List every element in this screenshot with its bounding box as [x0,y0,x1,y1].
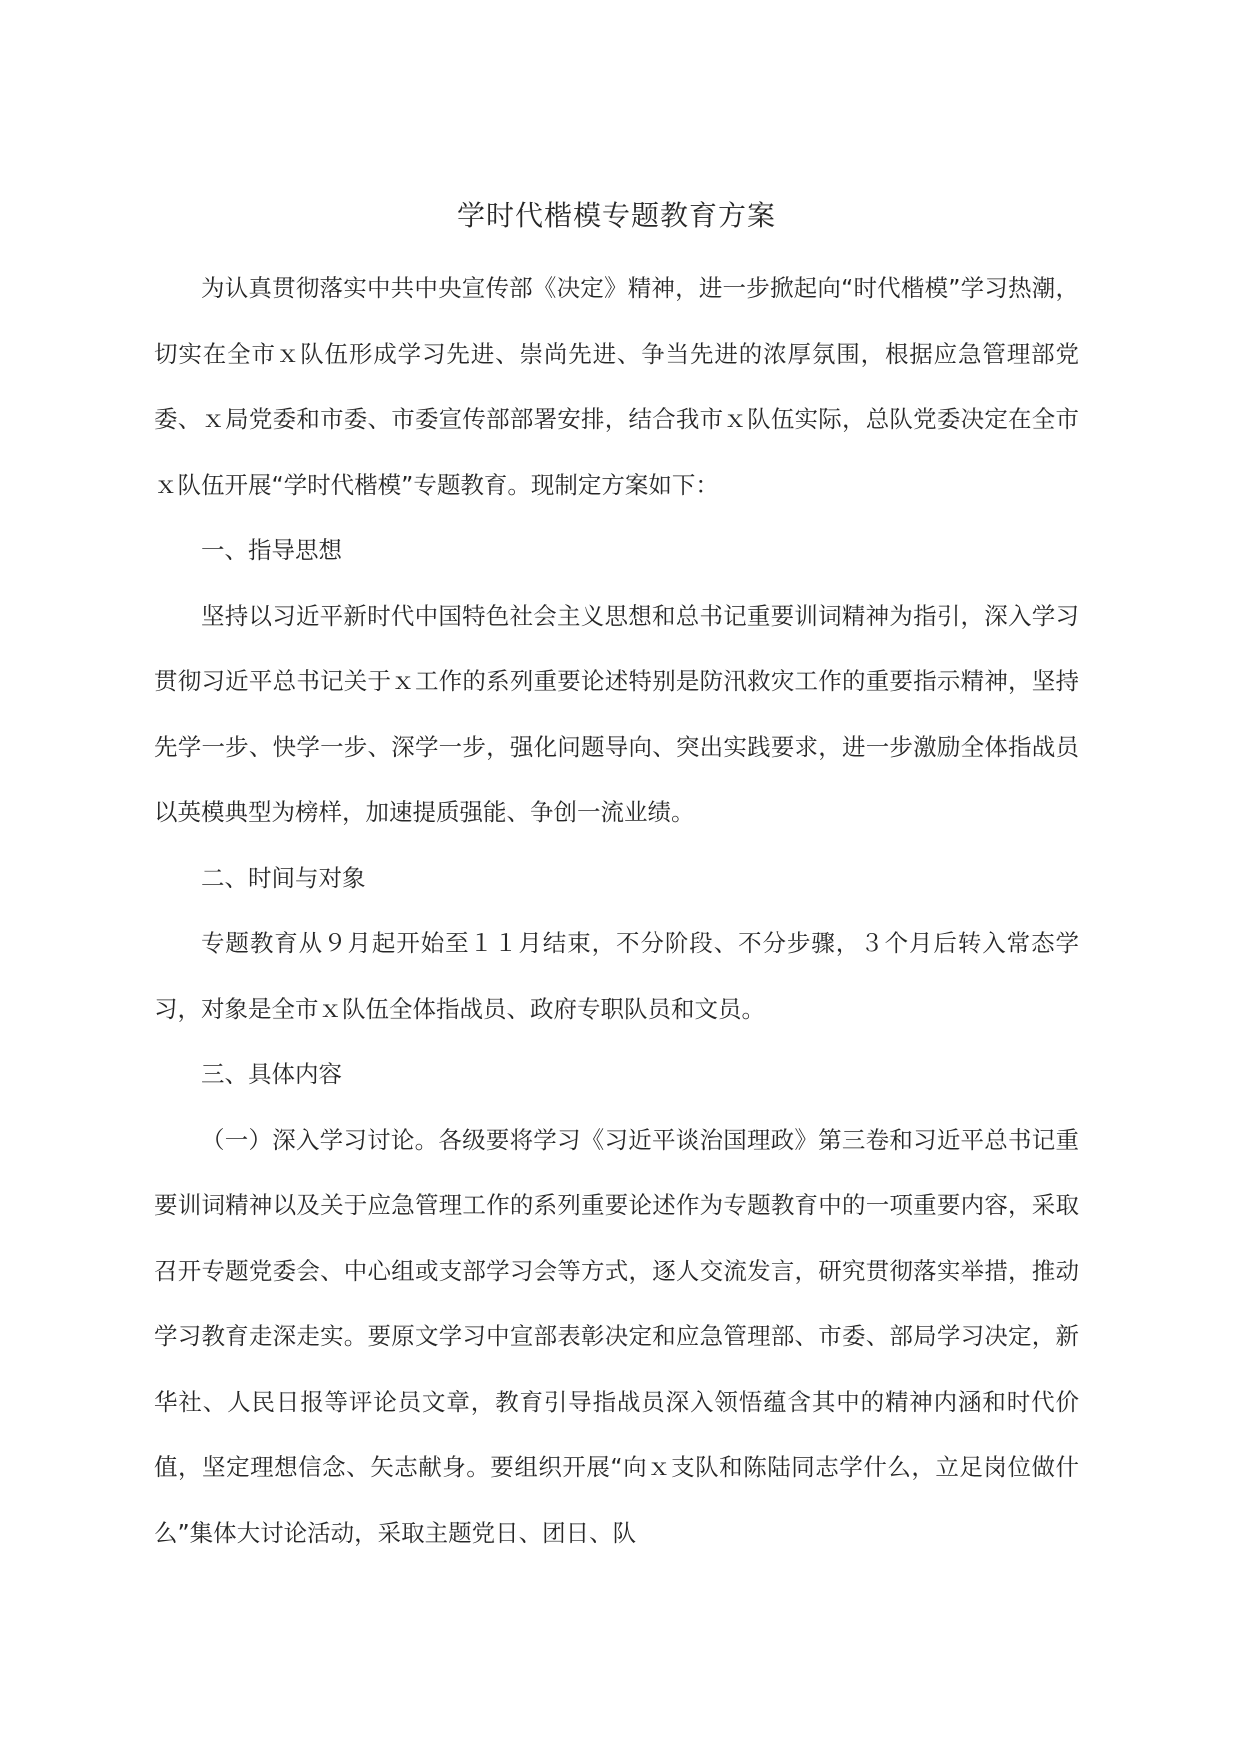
document-body [154,192,1079,1566]
guiding-ideology-paragraph: 坚持以习近平新时代中国特色社会主义思想和总书记重要训词精神为指引，深入学习贯彻习近平总书记关于ｘ工作的系列重要论述特别是防汛救灾工作的重要指示精神，坚持先学一步、快学一步、深学一步，强化问题导向、突出实践要求，进一步激励全体指战员以英模典型为榜样，加速提质强能、争创一流业绩。 [154,601,1079,826]
section-heading-specific-content: 三、具体内容 [201,1060,342,1088]
intro-paragraph: 为认真贯彻落实中共中央宣传部《决定》精神，进一步掀起向“时代楷模”学习热潮，切实在全市ｘ队伍形成学习先进、崇尚先进、争当先进的浓厚氛围，根据应急管理部党委、ｘ局党委和市委、市委宣传部部署安排，结合我市ｘ队伍实际，总队党委决定在全市ｘ队伍开展“学时代楷模”专题教育。现制定方案如下： [154,274,1079,499]
time-and-target-paragraph: 专题教育从９月起开始至１１月结束，不分阶段、不分步骤，３个月后转入常态学习，对象是全市ｘ队伍全体指战员、政府专职队员和文员。 [154,929,1079,1023]
specific-content-paragraph: （一）深入学习讨论。各级要将学习《习近平谈治国理政》第三卷和习近平总书记重要训词精神以及关于应急管理工作的系列重要论述作为专题教育中的一项重要内容，采取召开专题党委会、中心组或支部学习会等方式，逐人交流发言，研究贯彻落实举措，推动学习教育走深走实。要原文学习中宣部表彰决定和应急管理部、市委、部局学习决定，新华社、人民日报等评论员文章，教育引导指战员深入领悟蕴含其中的精神内涵和时代价值，坚定理想信念、矢志献身。要组织开展“向ｘ支队和陈陆同志学什么，立足岗位做什么”集体大讨论活动，采取主题党日、团日、队 [154,1125,1079,1547]
document-title: 学时代楷模专题教育方案 [456,199,776,232]
section-heading-time-and-target: 二、时间与对象 [201,863,366,892]
section-heading-guiding-ideology: 一、指导思想 [201,536,342,564]
